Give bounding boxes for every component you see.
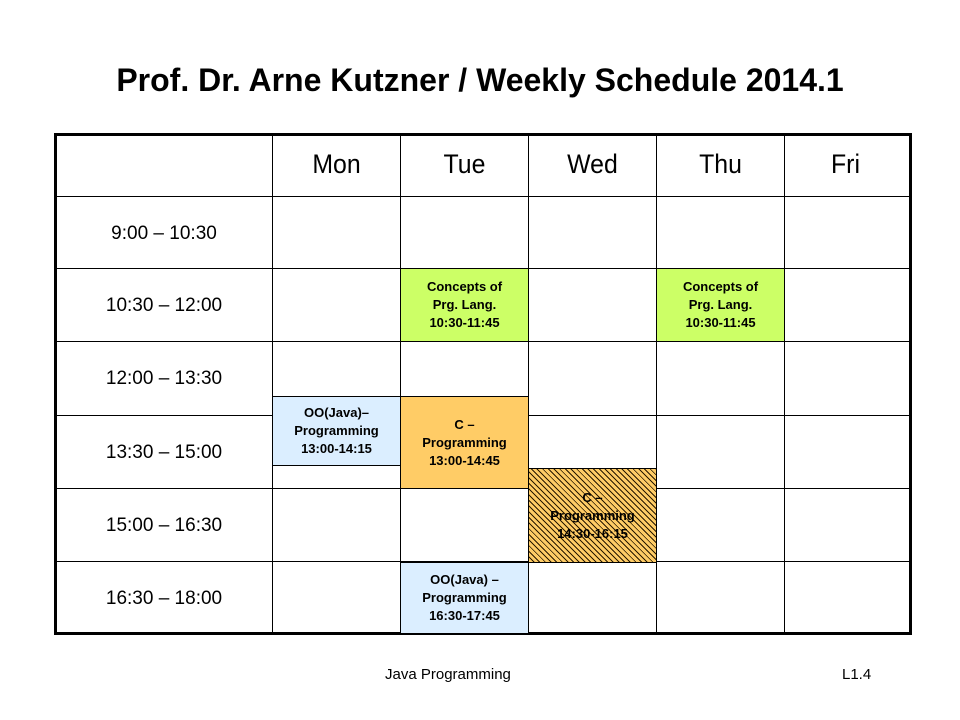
event-oo-java-tue[interactable]: OO(Java) – Programming 16:30-17:45	[400, 562, 529, 634]
page-title: Prof. Dr. Arne Kutzner / Weekly Schedule 2014.1	[116, 62, 844, 98]
time-slot: 12:00 – 13:30	[105, 367, 223, 389]
time-slot: 10:30 – 12:00	[105, 294, 223, 316]
time-slot: 9:00 – 10:30	[111, 222, 217, 244]
event-concepts-tue[interactable]: Concepts of Prg. Lang. 10:30-11:45	[400, 268, 529, 342]
footer-course: Java Programming	[385, 666, 511, 683]
time-slot: 15:00 – 16:30	[105, 514, 223, 536]
footer-slide-number: L1.4	[842, 666, 872, 683]
time-slot: 13:30 – 15:00	[105, 441, 223, 463]
event-concepts-thu[interactable]: Concepts of Prg. Lang. 10:30-11:45	[656, 268, 785, 342]
event-c-programming-wed[interactable]: C – Programming 14:30-16:15	[528, 468, 657, 563]
day-header-tue: Tue	[443, 149, 486, 179]
day-header-wed: Wed	[567, 149, 618, 179]
day-header-mon: Mon	[312, 149, 361, 179]
day-header-fri: Fri	[831, 149, 860, 179]
time-slot: 16:30 – 18:00	[105, 587, 223, 609]
day-header-thu: Thu	[699, 149, 742, 179]
event-c-programming-tue[interactable]: C – Programming 13:00-14:45	[400, 396, 529, 489]
event-oo-java-mon[interactable]: OO(Java)– Programming 13:00-14:15	[272, 396, 401, 466]
